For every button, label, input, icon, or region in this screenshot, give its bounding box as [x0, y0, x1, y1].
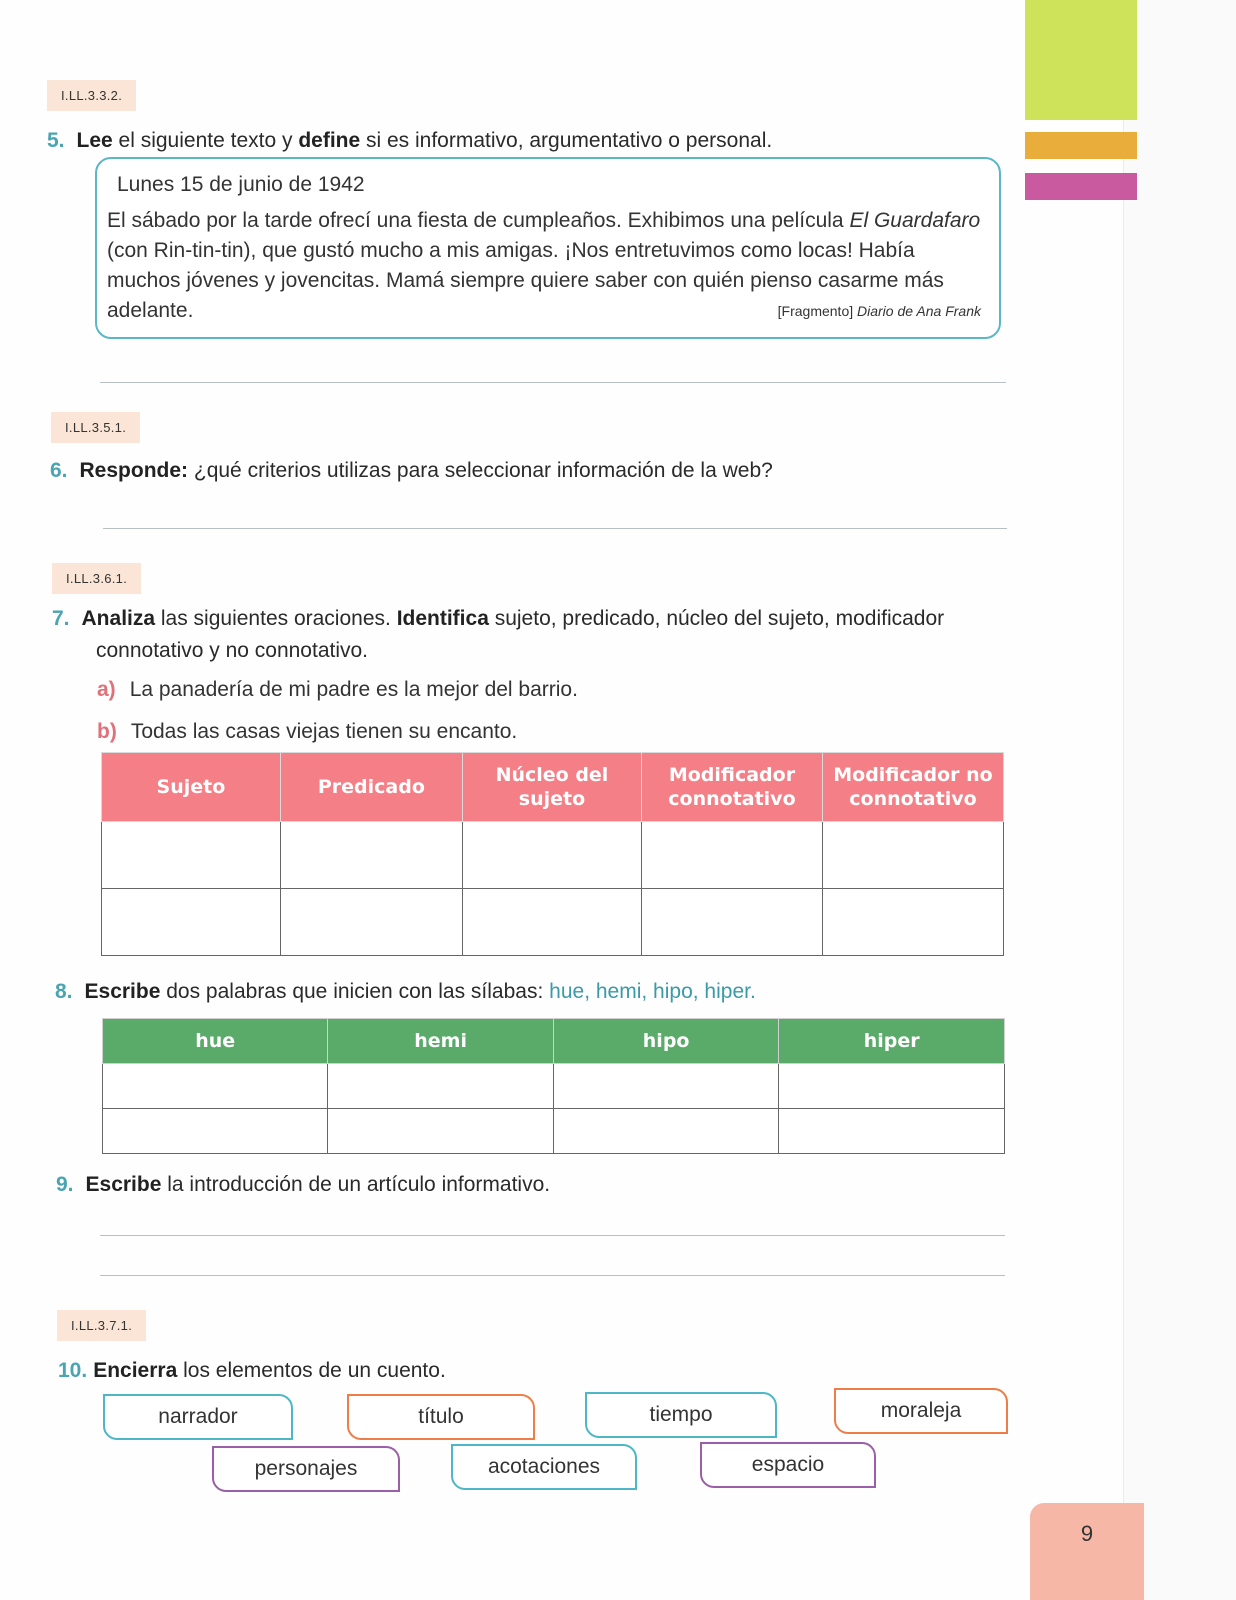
answer-cell[interactable] [553, 1109, 778, 1154]
table-row [102, 822, 1004, 889]
option-espacio[interactable]: espacio [700, 1442, 876, 1488]
q10-number: 10. [58, 1359, 88, 1382]
answer-cell[interactable] [280, 822, 462, 889]
option-tiempo[interactable]: tiempo [585, 1392, 777, 1438]
answer-cell[interactable] [779, 1064, 1005, 1109]
q5-prompt: 5. Lee el siguiente texto y define si es informativo, argumentativo o personal. [47, 129, 773, 152]
table-row [103, 1064, 1005, 1109]
q8-prompt: 8. Escribe dos palabras que inicien con las sílabas: hue, hemi, hipo, hiper. [55, 980, 756, 1003]
col-header-mod-connotativo: Modificador connotativo [641, 753, 822, 822]
option-titulo[interactable]: título [347, 1394, 535, 1440]
page-number: 9 [1080, 1521, 1094, 1546]
q9-prompt: 9. Escribe la introducción de un artículo informativo. [56, 1173, 551, 1196]
answer-cell[interactable] [641, 822, 822, 889]
answer-cell[interactable] [328, 1109, 554, 1154]
answer-cell[interactable] [103, 1064, 328, 1109]
table-row [103, 1109, 1005, 1154]
q9-answer-line-1[interactable] [100, 1235, 1005, 1236]
q5-indicator-code: I.LL.3.3.2. [47, 80, 136, 111]
col-header-hipo: hipo [553, 1019, 778, 1064]
answer-cell[interactable] [280, 889, 462, 956]
option-narrador[interactable]: narrador [103, 1394, 293, 1440]
col-header-sujeto: Sujeto [102, 753, 281, 822]
option-personajes[interactable]: personajes [212, 1446, 400, 1492]
option-acotaciones[interactable]: acotaciones [451, 1444, 637, 1490]
col-header-predicado: Predicado [280, 753, 462, 822]
answer-cell[interactable] [462, 889, 641, 956]
diary-source: [Fragmento] Diario de Ana Frank [777, 303, 981, 319]
q8-syllable-table [102, 1018, 1005, 1154]
answer-cell[interactable] [462, 822, 641, 889]
q7-prompt: 7. Analiza las siguientes oraciones. Identifica sujeto, predicado, núcleo del sujeto, modificador [52, 607, 945, 630]
answer-cell[interactable] [103, 1109, 328, 1154]
section-tab-green [1025, 0, 1137, 120]
answer-cell[interactable] [102, 822, 281, 889]
answer-cell[interactable] [102, 889, 281, 956]
q7-analysis-table [101, 752, 1004, 956]
answer-cell[interactable] [328, 1064, 554, 1109]
q7-indicator-code: I.LL.3.6.1. [52, 563, 141, 594]
side-margin [1123, 0, 1236, 1600]
col-header-hiper: hiper [779, 1019, 1005, 1064]
q6-number: 6. [50, 459, 68, 482]
q7-number: 7. [52, 607, 70, 630]
answer-cell[interactable] [779, 1109, 1005, 1154]
table-row [102, 889, 1004, 956]
col-header-mod-no-connotativo: Modificador no connotativo [822, 753, 1003, 822]
q7-sentence-a: a) La panadería de mi padre es la mejor del barrio. [97, 678, 578, 701]
q5-answer-line[interactable] [100, 382, 1006, 383]
q10-indicator-code: I.LL.3.7.1. [57, 1310, 146, 1341]
answer-cell[interactable] [641, 889, 822, 956]
q9-number: 9. [56, 1173, 74, 1196]
page-number-tab [1030, 1503, 1144, 1600]
q8-syllables: hue, hemi, hipo, hiper. [549, 980, 756, 1003]
answer-cell[interactable] [822, 822, 1003, 889]
option-moraleja[interactable]: moraleja [834, 1388, 1008, 1434]
col-header-nucleo: Núcleo del sujeto [462, 753, 641, 822]
section-tab-magenta [1025, 173, 1137, 200]
q7-sentence-b: b) Todas las casas viejas tienen su encanto. [97, 720, 518, 743]
q8-number: 8. [55, 980, 73, 1003]
answer-cell[interactable] [553, 1064, 778, 1109]
q7-prompt-cont: connotativo y no connotativo. [96, 639, 369, 662]
q6-prompt: 6. Responde: ¿qué criterios utilizas para seleccionar información de la web? [50, 459, 773, 482]
diary-excerpt: El sábado por la tarde ofrecí una fiesta de cumpleaños. Exhibimos una película El Guardafaro (con Rin-tin-tin), que gustó mucho a mis amigas. ¡Nos entretuvimos como locas! Había muchos jóvenes y jovencitas. Mamá siempre quiere saber con quién pienso casarme más adelante. [107, 209, 981, 322]
col-header-hue: hue [103, 1019, 328, 1064]
section-tab-orange [1025, 132, 1137, 159]
q10-prompt: 10. Encierra los elementos de un cuento. [58, 1359, 446, 1382]
col-header-hemi: hemi [328, 1019, 554, 1064]
q5-number: 5. [47, 129, 65, 152]
q5-text-box [95, 157, 1001, 339]
diary-date: Lunes 15 de junio de 1942 [117, 173, 365, 196]
q6-answer-line[interactable] [103, 528, 1007, 529]
q9-answer-line-2[interactable] [100, 1275, 1005, 1276]
q6-indicator-code: I.LL.3.5.1. [51, 412, 140, 443]
answer-cell[interactable] [822, 889, 1003, 956]
